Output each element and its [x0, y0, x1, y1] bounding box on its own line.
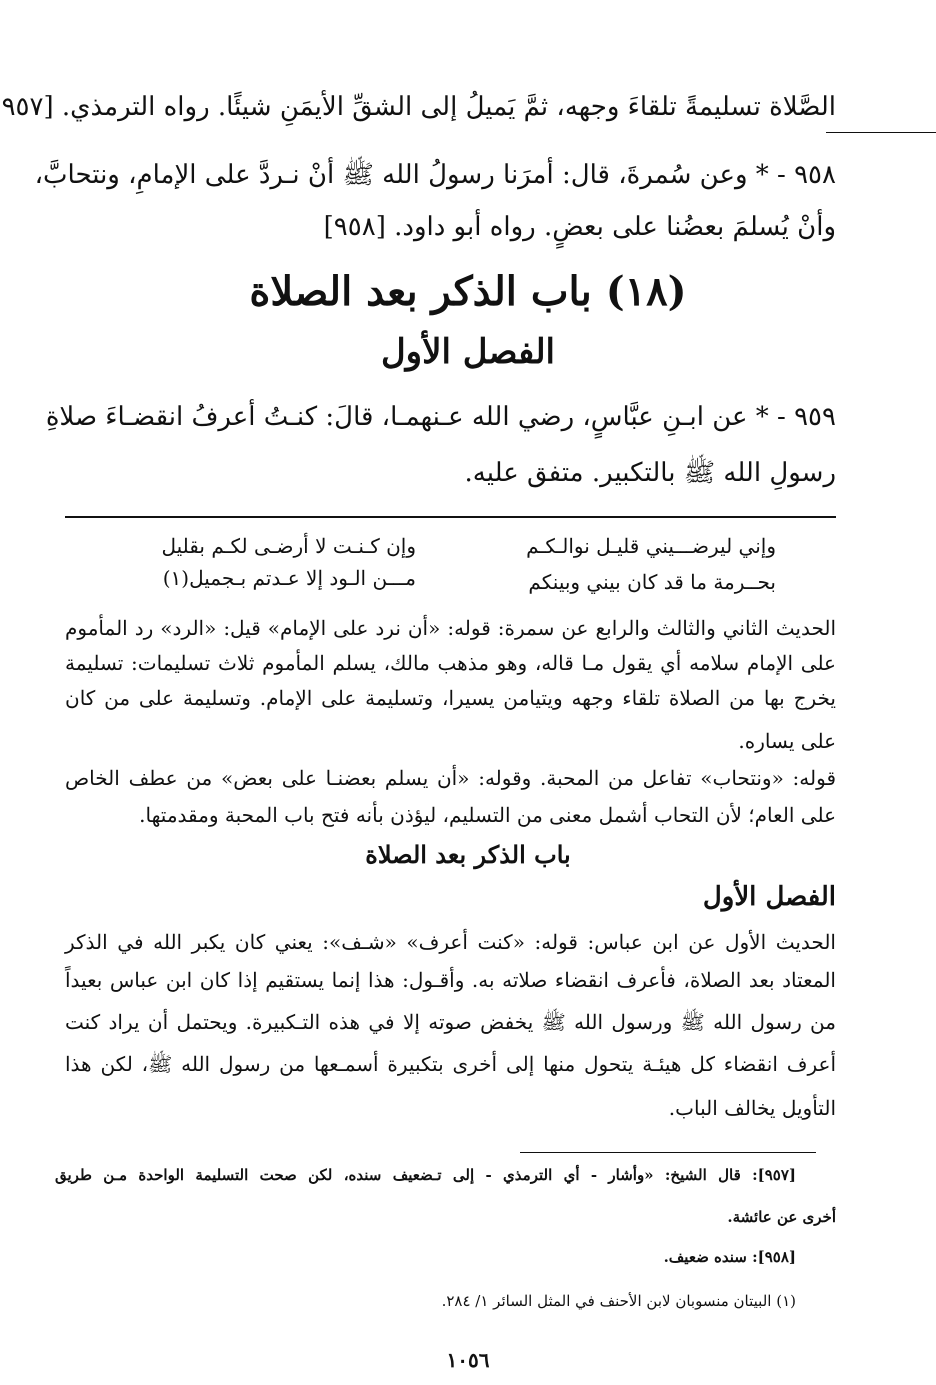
- commentary-line: على الإمام سلامه أي يقول مـا قاله، وهو مذهب مالك، يسلم المأموم ثلاث تسليمات: تسليمة: [65, 651, 836, 675]
- footnote-rule: [520, 1152, 816, 1153]
- separator-rule: [65, 516, 836, 518]
- text-line-top-3: وأنْ يُسلمَ بعضُنا على بعضٍ. رواه أبو داود. [٩٥٨]: [323, 212, 836, 242]
- margin-rule: [826, 132, 936, 133]
- commentary-line: التأويل يخالف الباب.: [668, 1096, 836, 1120]
- commentary-line: الحديث الأول عن ابن عباس: قوله: «كنت أعرف» «شـف»: يعني كان يكبر الله في الذكر: [65, 930, 836, 954]
- commentary-line: قوله: «ونتحاب» تفاعل من المحبة. وقوله: «أن يسلم بعضنـا على بعض» من عطف الخاص: [65, 766, 836, 790]
- text-line-top-2: ٩٥٨ - * وعن سُمرةَ، قال: أمرَنا رسولُ الله ﷺ أنْ نـردَّ على الإمامِ، ونتحابَّ،: [34, 160, 836, 190]
- poem-verse-2-left: مـــن الـود إلا عـدتم بـجميل(١): [162, 566, 416, 590]
- section-title: الفصل الأول: [380, 332, 556, 372]
- poem-verse-1-left: وإن كـنـت لا أرضـى لكـم بقليل: [161, 534, 416, 558]
- poem-verse-1-right: وإني ليرضـــيني قليـل نوالـكـم: [526, 534, 776, 558]
- commentary-heading: باب الذكر بعد الصلاة: [365, 840, 571, 869]
- footnote-958: [٩٥٨]: سنده ضعيف.: [663, 1248, 796, 1266]
- commentary-line: أعرف انقضاء كل هيئـة يتحول منها إلى أخرى بتكبيرة أسمـعها من رسول الله ﷺ، لكن هذا: [65, 1052, 836, 1076]
- commentary-line: على العام؛ لأن التحاب أشمل معنى من التسليم، ليؤذن بأنه فتح باب المحبة ومقدمتها.: [139, 803, 836, 827]
- footnote-957-cont: أخرى عن عائشة.: [727, 1208, 836, 1226]
- commentary-line: المعتاد بعد الصلاة، فأعرف انقضاء صلاته به. وأقـول: هذا إنما يستقيم إذا كان ابن عباس بعيداً: [65, 968, 836, 992]
- commentary-line: من رسول الله ﷺ ورسول الله ﷺ يخفض صوته إلا في هذه التـكبيرة. ويحتمل أن يراد كنت: [65, 1010, 836, 1034]
- chapter-title: (١٨) باب الذكر بعد الصلاة: [249, 268, 687, 315]
- commentary-line: يخرج بها من الصلاة تلقاء وجهه ويتيامن يسيرا، وتسليمة على الإمام. وتسليمة على من كان: [65, 686, 836, 710]
- commentary-line: على يساره.: [738, 729, 836, 753]
- text-line-top-1: الصَّلاة تسليمةً تلقاءَ وجهه، ثمَّ يَميلُ إلى الشقِّ الأيمَنِ شيئًا. رواه الترمذي. [٩٥٧: [1, 92, 836, 122]
- poem-verse-2-right: بحــرمة ما قد كان بيني وبينكم: [528, 570, 776, 594]
- commentary-line: الحديث الثاني والثالث والرابع عن سمرة: قوله: «أن نرد على الإمام» قيل: «الرد» رد المأموم: [65, 616, 836, 640]
- hadith-959-line-1: ٩٥٩ - * عن ابـنِ عبَّاسٍ، رضي الله عـنهمـا، قالَ: كنـتُ أعرفُ انقضـاءَ صلاةِ: [45, 402, 836, 432]
- commentary-section: الفصل الأول: [702, 882, 836, 912]
- hadith-959-line-2: رسولِ الله ﷺ بالتكبير. متفق عليه.: [464, 458, 836, 488]
- footnote-957: [٩٥٧]: قال الشيخ: «وأشار - أي الترمذي - إلى تـضعيف سنده، لكن صحت التسليمة الواحدة مـن طريق: [55, 1166, 796, 1184]
- page-number: ١٠٥٦: [446, 1348, 490, 1372]
- footnote-1: (١) البيتان منسوبان لابن الأحنف في المثل السائر ١/ ٢٨٤.: [441, 1292, 796, 1310]
